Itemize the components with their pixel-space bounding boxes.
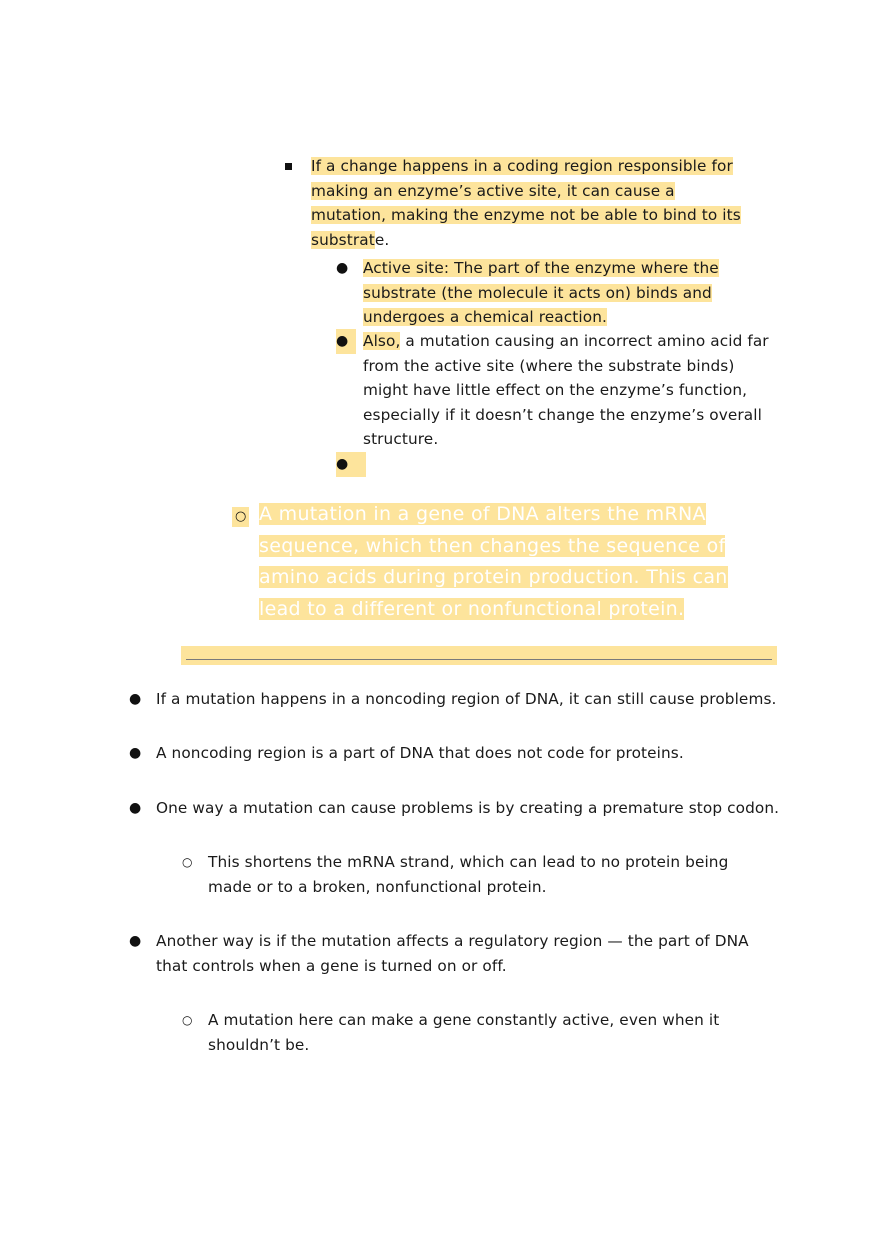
bullet-dot-icon: ● bbox=[129, 745, 142, 761]
main-bullet-2: A noncoding region is a part of DNA that does not code for proteins. bbox=[156, 744, 684, 762]
bullet-dot-icon: ● bbox=[336, 329, 356, 354]
empty-bullet-dot-icon: ● bbox=[336, 452, 366, 477]
hollow-circle-icon: ○ bbox=[182, 1013, 193, 1027]
active-site-paragraph bbox=[363, 256, 781, 330]
square-bullet-icon bbox=[285, 154, 292, 179]
active-site-text: Active site: The part of the enzyme where the substrate (the molecule it acts on) binds and undergoes a chemical reaction. bbox=[363, 259, 719, 326]
bullet-dot-icon: ● bbox=[129, 933, 142, 949]
mutation-mrna-paragraph bbox=[259, 499, 749, 625]
bullet-dot-icon: ● bbox=[336, 260, 349, 276]
horizontal-rule bbox=[186, 659, 772, 660]
also-paragraph bbox=[363, 329, 781, 452]
bullet-dot-icon: ● bbox=[129, 800, 142, 816]
mutation-mrna-text: A mutation in a gene of DNA alters the mRNA sequence, which then changes the sequence of amino acids during protein production. This can lead to a different or nonfunctional protein. bbox=[259, 503, 728, 620]
nested-bullet-2: A mutation here can make a gene constantly active, even when it shouldn’t be. bbox=[208, 1011, 720, 1054]
hollow-circle-icon: ○ bbox=[182, 855, 193, 869]
also-highlighted-word: Also, bbox=[363, 332, 401, 350]
main-bullet-1: If a mutation happens in a noncoding region of DNA, it can still cause problems. bbox=[156, 690, 777, 708]
highlight-band bbox=[181, 646, 777, 665]
hollow-circle-bullet-icon: ○ bbox=[232, 507, 249, 527]
nested-bullet-1: This shortens the mRNA strand, which can lead to no protein being made or to a broken, nonfunctional protein. bbox=[208, 853, 729, 896]
coding-region-highlighted-text: If a change happens in a coding region responsible for making an enzyme’s active site, it can cause a mutation, making the enzyme not be able to bind to its substrat bbox=[311, 157, 741, 249]
coding-region-paragraph bbox=[311, 154, 751, 252]
coding-region-tail-text: e. bbox=[374, 230, 390, 249]
main-bullet-4: Another way is if the mutation affects a regulatory region — the part of DNA that controls when a gene is turned on or off. bbox=[156, 932, 749, 975]
also-rest-text: a mutation causing an incorrect amino acid far from the active site (where the substrate binds) might have little effect on the enzyme’s function, especially if it doesn’t change the enzyme’s overall structure. bbox=[363, 332, 769, 448]
main-bullet-3: One way a mutation can cause problems is by creating a premature stop codon. bbox=[156, 799, 780, 817]
bullet-dot-icon: ● bbox=[129, 691, 142, 707]
